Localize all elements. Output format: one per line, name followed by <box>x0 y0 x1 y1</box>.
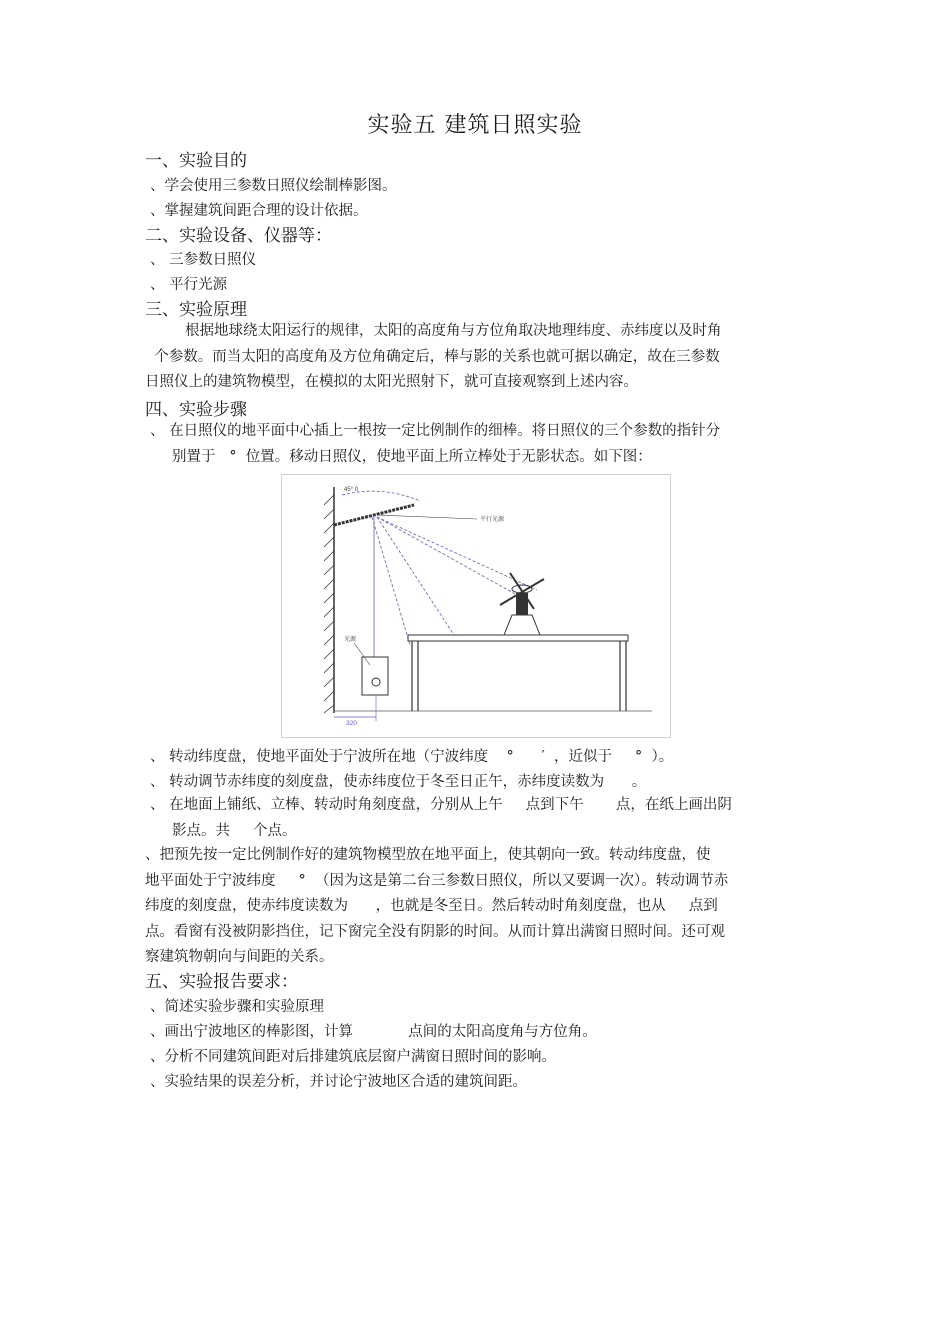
report-item: 、简述实验步骤和实验原理 <box>150 999 324 1015</box>
report-item: 、画出宁波地区的棒影图，计算 点间的太阳高度角与方位角。 <box>150 1024 597 1040</box>
step-1 <box>150 419 810 470</box>
lamp-pointer <box>377 515 477 519</box>
light-ray <box>377 517 517 595</box>
principle-line: 个参数。而当太阳的高度角及方位角确定后，棒与影的关系也就可据以确定，故在三参数 <box>145 348 720 365</box>
page-title: 实验五 建筑日照实验 <box>367 113 583 138</box>
report-item: 、实验结果的误差分析，并讨论宁波地区合适的建筑间距。 <box>150 1074 527 1090</box>
light-ray <box>372 517 410 645</box>
step-3: 、 转动调节赤纬度的刻度盘，使赤纬度位于冬至日正午，赤纬度读数为 。 <box>150 774 647 790</box>
report-item: 、分析不同建筑间距对后排建筑底层窗户满窗日照时间的影响。 <box>150 1049 556 1065</box>
objective-item: 、掌握建筑间距合理的设计依据。 <box>150 203 368 219</box>
wall-hatch <box>324 495 334 713</box>
angle-label: 45° 0 <box>344 487 359 493</box>
step-line: 察建筑物朝向与间距的关系。 <box>145 949 334 965</box>
step-line: 影点。共 个点。 <box>172 822 297 839</box>
principle-line: 日照仪上的建筑物模型，在模拟的太阳光照射下，就可直接观察到上述内容。 <box>145 374 638 390</box>
lamp-label: 平行光源 <box>480 517 505 523</box>
step-4 <box>150 793 810 844</box>
equipment-item: 、 平行光源 <box>150 277 228 293</box>
step-line: 、 在地面上铺纸、立棒、转动时角刻度盘，分别从上午 点到下午 点，在纸上画出阴 <box>150 797 732 813</box>
section-heading-equipment: 二、实验设备、仪器等： <box>145 226 332 246</box>
sunshine-instrument-figure <box>281 474 671 738</box>
instrument-base <box>504 615 540 635</box>
dimension-label: 320 <box>346 720 357 727</box>
step-line: 纬度的刻度盘，使赤纬度读数为 ，也就是冬至日。然后转动时角刻度盘，也从 点到 <box>145 898 718 914</box>
source-box <box>362 657 388 695</box>
section-heading-principle: 三、实验原理 <box>145 300 247 320</box>
section-heading-objectives: 一、实验目的 <box>145 151 247 171</box>
step-5 <box>145 843 810 971</box>
box-label: 光源 <box>344 637 357 643</box>
step-line: 、 在日照仪的地平面中心插上一根按一定比例制作的细棒。将日照仪的三个参数的指针分 <box>150 423 721 439</box>
section-heading-steps: 四、实验步骤 <box>145 400 247 420</box>
principle-line: 根据地球绕太阳运行的规律，太阳的高度角与方位角取决地理纬度、赤纬度以及时角 <box>185 323 722 339</box>
step-line: 别置于 ° 位置。移动日照仪，使地平面上所立棒处于无影状态。如下图： <box>172 448 652 465</box>
instrument-diagram <box>282 475 670 737</box>
section-heading-report: 五、实验报告要求： <box>145 972 298 992</box>
step-line: 地平面处于宁波纬度 ° （因为这是第二台三参数日照仪，所以又要调一次）。转动调节赤 <box>145 872 729 889</box>
equipment-item: 、 三参数日照仪 <box>150 252 257 268</box>
objective-item: 、学会使用三参数日照仪绘制棒影图。 <box>150 178 397 194</box>
table-top <box>408 635 628 641</box>
principle-paragraph <box>145 319 810 396</box>
step-line: 、把预先按一定比例制作好的建筑物模型放在地平面上，使其朝向一致。转动纬度盘，使 <box>145 847 711 863</box>
step-line: 点。看窗有没被阴影挡住，记下窗完全没有阴影的时间。从而计算出满窗日照时间。还可观 <box>145 923 725 940</box>
step-2: 、 转动纬度盘，使地平面处于宁波所在地（宁波纬度 ° ′ ，近似于 ° ）。 <box>150 749 674 765</box>
